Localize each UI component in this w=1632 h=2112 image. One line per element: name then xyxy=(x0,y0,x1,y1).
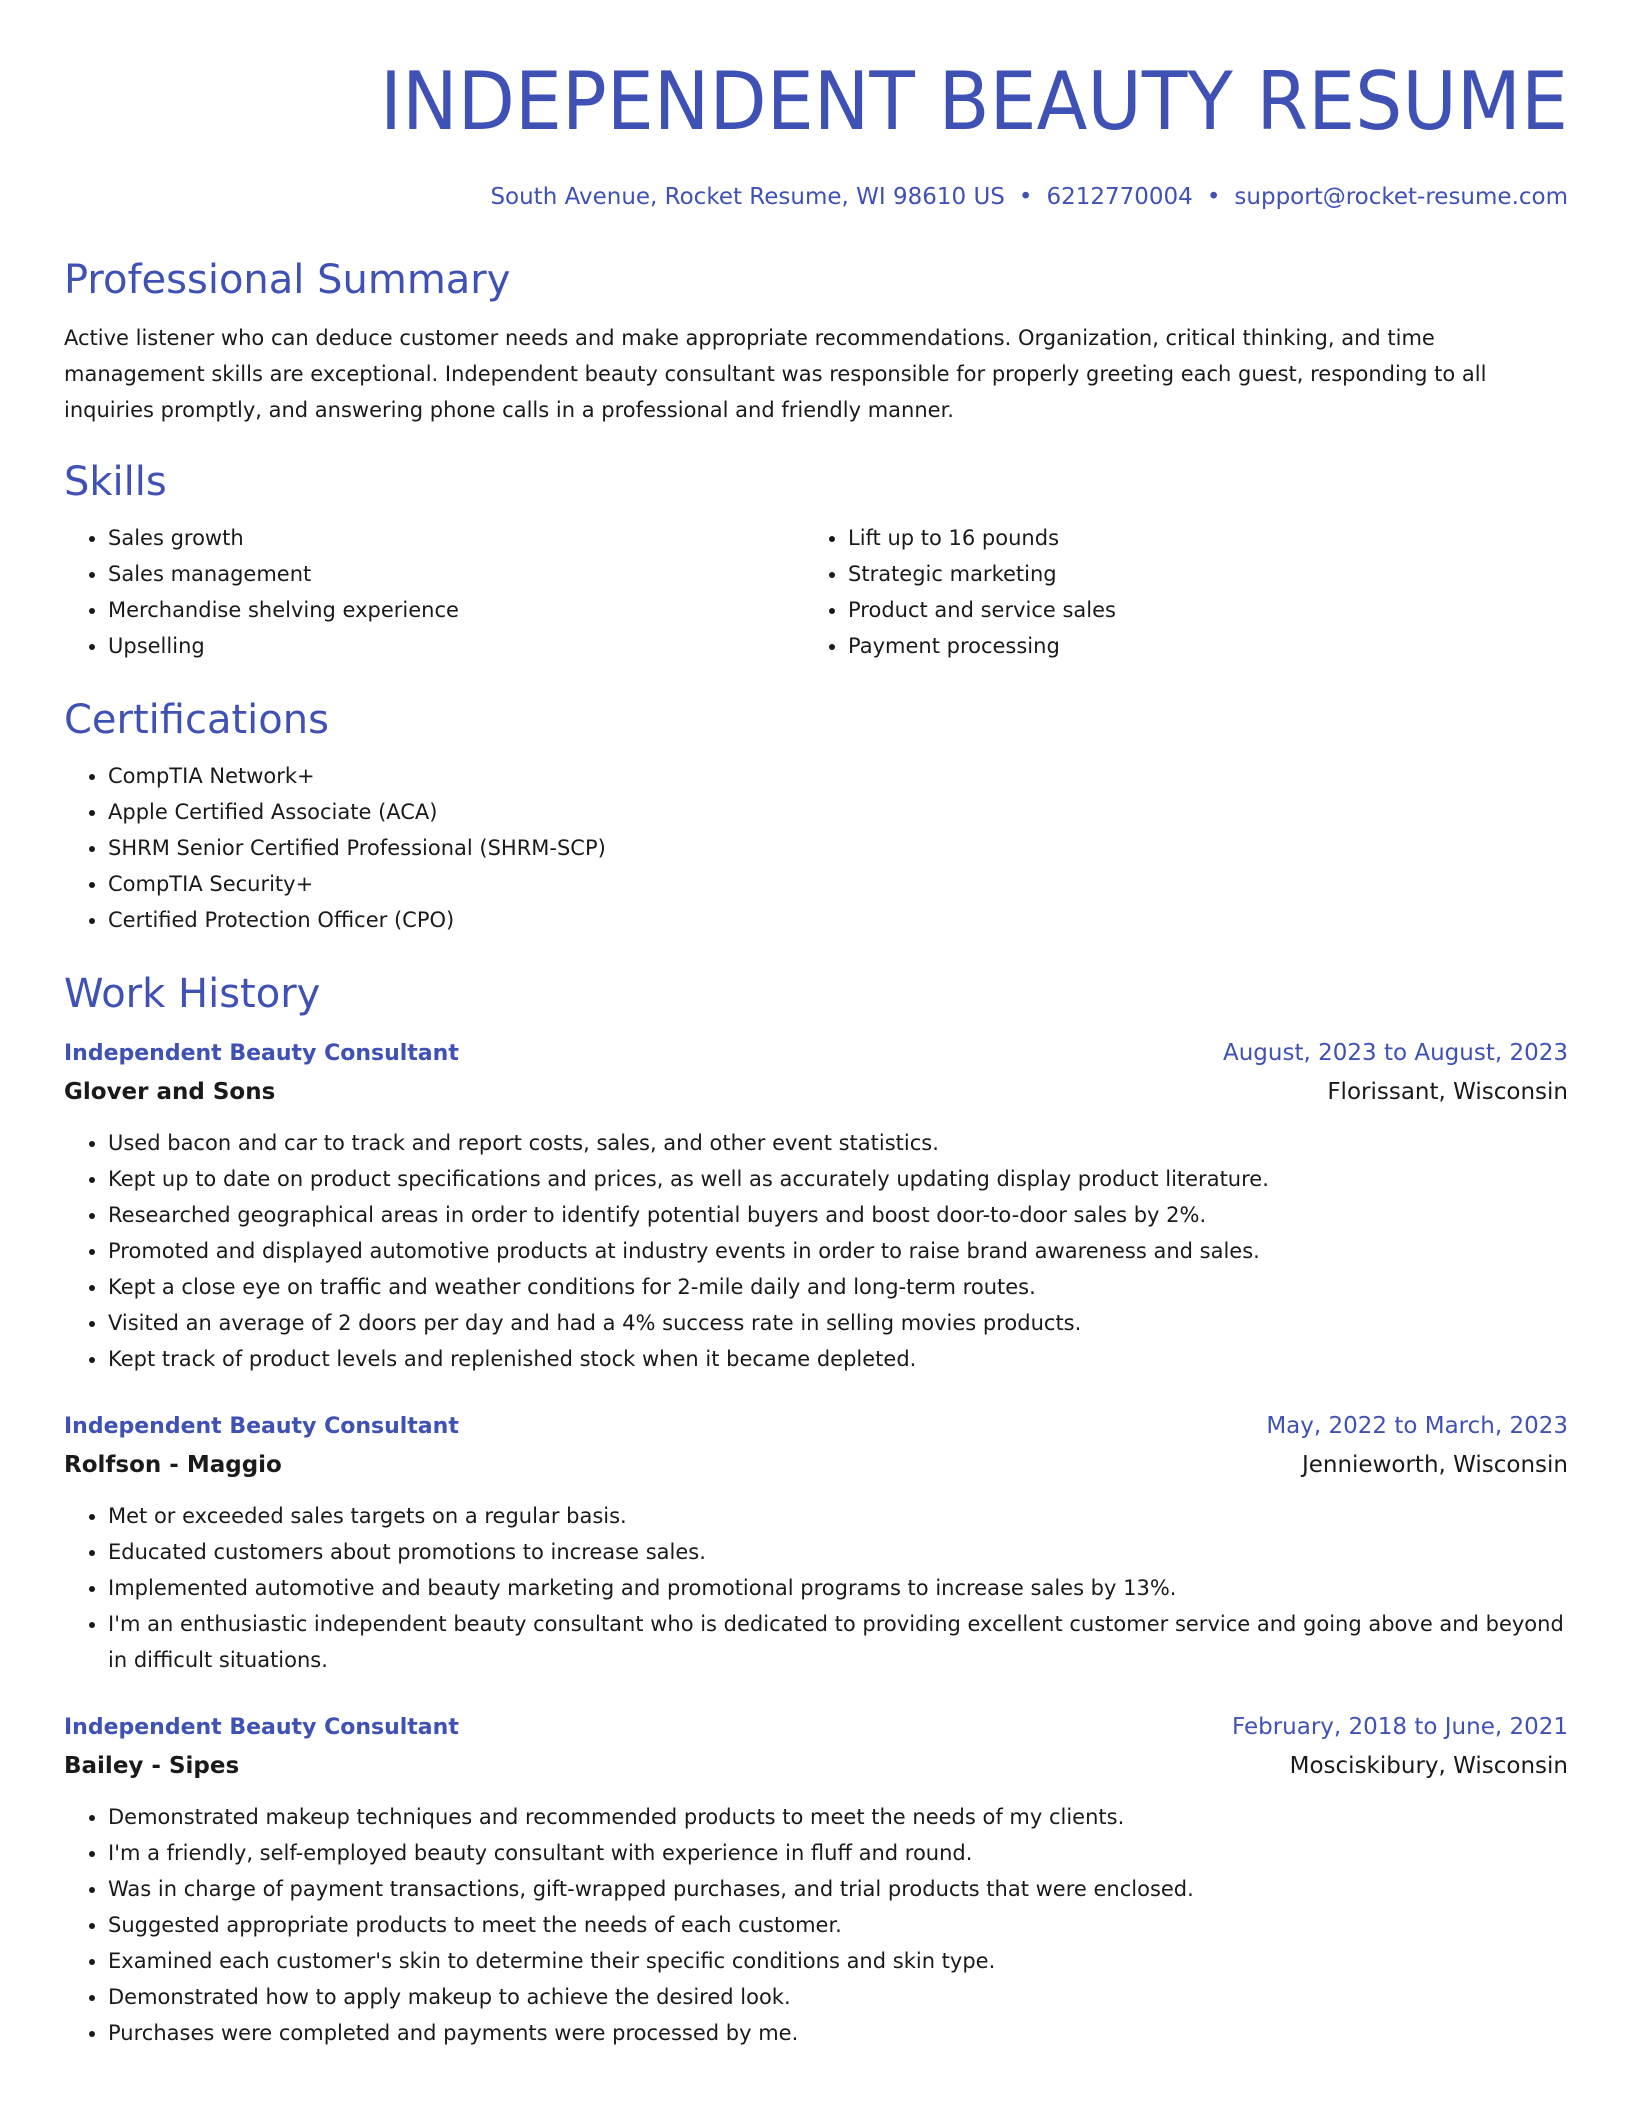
skills-heading: Skills xyxy=(64,459,167,505)
contact-email: support@rocket-resume.com xyxy=(1234,184,1568,210)
contact-phone: 6212770004 xyxy=(1046,184,1193,210)
job-header-row xyxy=(64,1708,1568,1747)
job-company-row xyxy=(64,1446,1568,1484)
job-bullet: • Educated customers about promotions to increase sales. xyxy=(108,1534,1568,1570)
job-bullet: • Researched geographical areas in order to identify potential buyers and boost door-to-door sales by 2%. xyxy=(108,1197,1568,1233)
skills-right-list xyxy=(804,520,1544,664)
job-dates: February, 2018 to June, 2021 xyxy=(1231,1714,1568,1740)
contact-address: South Avenue, Rocket Resume, WI 98610 US xyxy=(490,184,1005,210)
job-location: Mosciskibury, Wisconsin xyxy=(1289,1753,1568,1779)
summary-text: Active listener who can deduce customer needs and make appropriate recommendations. Organization, critical thinking, and time management skills are exceptional. Independent beauty consultant was responsible for properly greeting each guest, responding to all inquiries promptly, and answering phone calls in a professional and friendly manner. xyxy=(64,326,1487,422)
contact-line xyxy=(64,180,1568,214)
certifications-list xyxy=(64,758,1568,938)
job-header-row xyxy=(64,1407,1568,1446)
skills-left-list xyxy=(64,520,804,664)
skill-item: • Upselling xyxy=(108,628,804,664)
job-bullet: • Implemented automotive and beauty marketing and promotional programs to increase sales by 13%. xyxy=(108,1570,1568,1606)
job-location: Jennieworth, Wisconsin xyxy=(1301,1452,1568,1478)
summary-heading: Professional Summary xyxy=(64,257,511,303)
job-company: Bailey - Sipes xyxy=(64,1753,240,1779)
job-bullet-list xyxy=(64,1498,1568,1678)
job-bullet: • Suggested appropriate products to meet the needs of each customer. xyxy=(108,1907,1568,1943)
job-bullet-list xyxy=(64,1799,1568,2051)
job-bullet: • Demonstrated how to apply makeup to achieve the desired look. xyxy=(108,1979,1568,2015)
skill-item: • Payment processing xyxy=(848,628,1544,664)
job-header-row xyxy=(64,1034,1568,1073)
certification-item: • SHRM Senior Certified Professional (SHRM-SCP) xyxy=(108,830,1568,866)
job-bullet: • Was in charge of payment transactions, gift-wrapped purchases, and trial products that were enclosed. xyxy=(108,1871,1568,1907)
contact-separator: • xyxy=(1018,184,1033,210)
job-bullet: • Visited an average of 2 doors per day and had a 4% success rate in selling movies products. xyxy=(108,1305,1568,1341)
job-bullet: • Purchases were completed and payments were processed by me. xyxy=(108,2015,1568,2051)
job-bullet: • Used bacon and car to track and report costs, sales, and other event statistics. xyxy=(108,1125,1568,1161)
job-bullet: • Kept track of product levels and replenished stock when it became depleted. xyxy=(108,1341,1568,1377)
job-bullet: • I'm a friendly, self-employed beauty consultant with experience in fluff and round. xyxy=(108,1835,1568,1871)
skills-right-column xyxy=(804,520,1544,664)
job-title: Independent Beauty Consultant xyxy=(64,1041,459,1066)
job-dates: August, 2023 to August, 2023 xyxy=(1223,1040,1568,1066)
skill-item: • Strategic marketing xyxy=(848,556,1544,592)
job-entry xyxy=(64,1407,1568,1678)
skill-item: • Product and service sales xyxy=(848,592,1544,628)
job-bullet: • Kept a close eye on traffic and weather conditions for 2-mile daily and long-term routes. xyxy=(108,1269,1568,1305)
job-dates: May, 2022 to March, 2023 xyxy=(1266,1413,1568,1439)
job-bullet: • Examined each customer's skin to determine their specific conditions and skin type. xyxy=(108,1943,1568,1979)
certification-item: • Apple Certified Associate (ACA) xyxy=(108,794,1568,830)
job-bullet: • Promoted and displayed automotive products at industry events in order to raise brand awareness and sales. xyxy=(108,1233,1568,1269)
work-history-heading: Work History xyxy=(64,971,321,1017)
job-company-row xyxy=(64,1073,1568,1111)
skill-item: • Lift up to 16 pounds xyxy=(848,520,1544,556)
certification-item: • CompTIA Network+ xyxy=(108,758,1568,794)
skills-columns xyxy=(64,520,1568,664)
job-title: Independent Beauty Consultant xyxy=(64,1715,459,1740)
job-bullet-list xyxy=(64,1125,1568,1377)
job-location: Florissant, Wisconsin xyxy=(1327,1079,1568,1105)
skills-left-column xyxy=(64,520,804,664)
job-bullet: • I'm an enthusiastic independent beauty consultant who is dedicated to providing excellent customer service and going above and beyond in difficult situations. xyxy=(108,1606,1568,1678)
certification-item: • Certified Protection Officer (CPO) xyxy=(108,902,1568,938)
certification-item: • CompTIA Security+ xyxy=(108,866,1568,902)
job-company: Rolfson - Maggio xyxy=(64,1452,282,1478)
skill-item: • Merchandise shelving experience xyxy=(108,592,804,628)
job-entry xyxy=(64,1708,1568,2051)
skill-item: • Sales growth xyxy=(108,520,804,556)
skill-item: • Sales management xyxy=(108,556,804,592)
job-bullet: • Met or exceeded sales targets on a regular basis. xyxy=(108,1498,1568,1534)
job-company: Glover and Sons xyxy=(64,1079,276,1105)
job-bullet: • Demonstrated makeup techniques and recommended products to meet the needs of my clients. xyxy=(108,1799,1568,1835)
job-bullet: • Kept up to date on product specifications and prices, as well as accurately updating display product literature. xyxy=(108,1161,1568,1197)
certifications-heading: Certifications xyxy=(64,697,329,743)
job-title: Independent Beauty Consultant xyxy=(64,1414,459,1439)
resume-title: INDEPENDENT BEAUTY RESUME xyxy=(379,55,1568,148)
job-company-row xyxy=(64,1747,1568,1785)
job-entry xyxy=(64,1034,1568,1377)
contact-separator: • xyxy=(1206,184,1221,210)
